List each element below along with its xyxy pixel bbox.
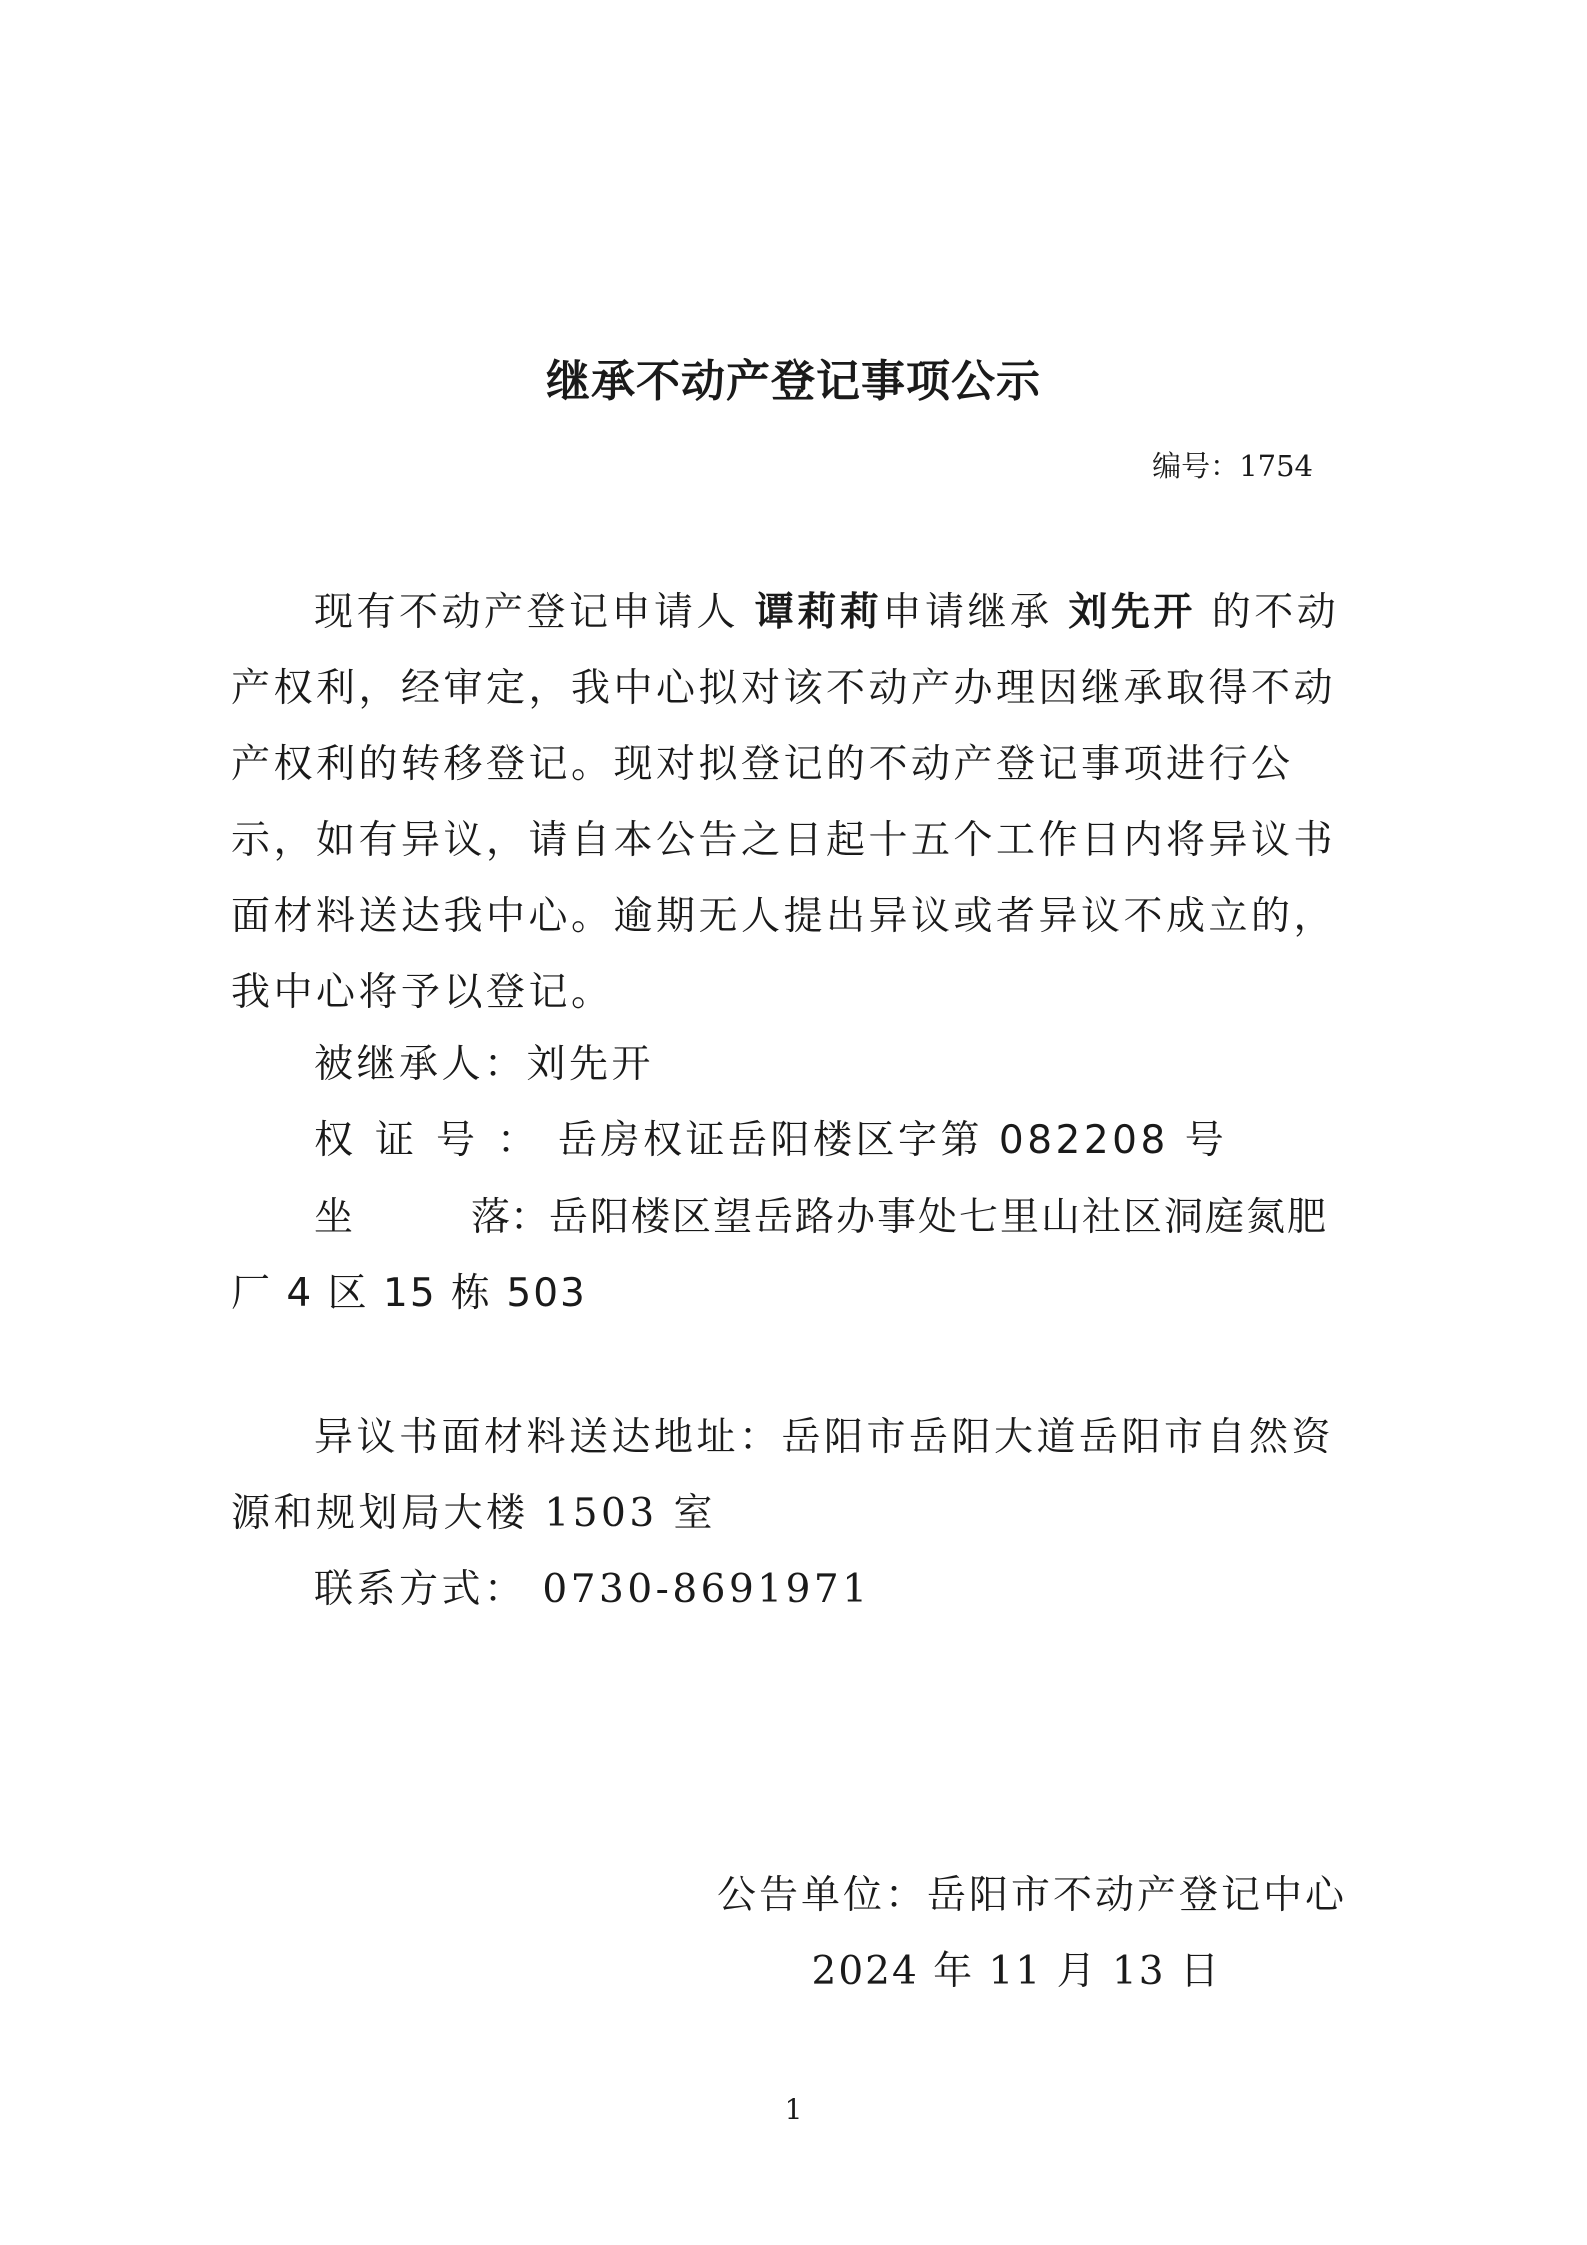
notice-text-intro: 现有不动产登记申请人	[314, 590, 740, 635]
document-number-label: 编号：	[1152, 449, 1240, 483]
certificate-label: 权证号：	[314, 1118, 559, 1163]
document-title: 继承不动产登记事项公示	[546, 356, 1041, 407]
contact-label: 联系方式：	[314, 1567, 527, 1612]
notice-paragraph	[231, 575, 1365, 1031]
issuing-organization-value: 岳阳市不动产登记中心	[926, 1873, 1347, 1918]
location-value: 岳阳楼区望岳路办事处七里山社区洞庭氮肥厂 4 区 15 栋 503	[231, 1195, 1329, 1316]
objection-address-label: 异议书面材料送达地址：	[314, 1415, 782, 1460]
issuing-organization	[717, 1858, 1347, 1934]
certificate-row	[314, 1103, 1227, 1179]
decedent-row	[314, 1027, 654, 1103]
decedent-name-inline: 刘先开	[1068, 590, 1196, 635]
notice-text-middle: 申请继承	[882, 590, 1053, 635]
document-number-value: 1754	[1239, 449, 1313, 483]
applicant-name: 谭莉莉	[754, 590, 883, 635]
location-row	[231, 1180, 1365, 1332]
objection-address-value: 岳阳市岳阳大道岳阳市自然资源和规划局大楼 1503 室	[231, 1415, 1335, 1536]
document-number	[1152, 446, 1313, 486]
notice-text-rest: 的不动产权利，经审定，我中心拟对该不动产办理因继承取得不动产权利的转移登记。现对拟登记的不动产登记事项进行公示，如有异议，请自本公告之日起十五个工作日内将异议书面材料送达我中心。逾期无人提出异议或者异议不成立的，我中心将予以登记。	[231, 590, 1340, 1015]
objection-address	[231, 1400, 1365, 1552]
certificate-value: 岳房权证岳阳楼区字第 082208 号	[558, 1118, 1228, 1163]
contact-value: 0730-8691971	[542, 1567, 871, 1612]
location-label-end: 落：	[471, 1195, 550, 1240]
location-label-start: 坐	[314, 1195, 356, 1240]
page-number: 1	[784, 2093, 803, 2126]
decedent-value: 刘先开	[526, 1042, 655, 1087]
contact-row	[314, 1552, 871, 1628]
notice-date: 2024 年 11 月 13 日	[811, 1949, 1221, 1994]
issuing-organization-label: 公告单位：	[716, 1873, 927, 1918]
decedent-label: 被继承人：	[314, 1042, 527, 1087]
